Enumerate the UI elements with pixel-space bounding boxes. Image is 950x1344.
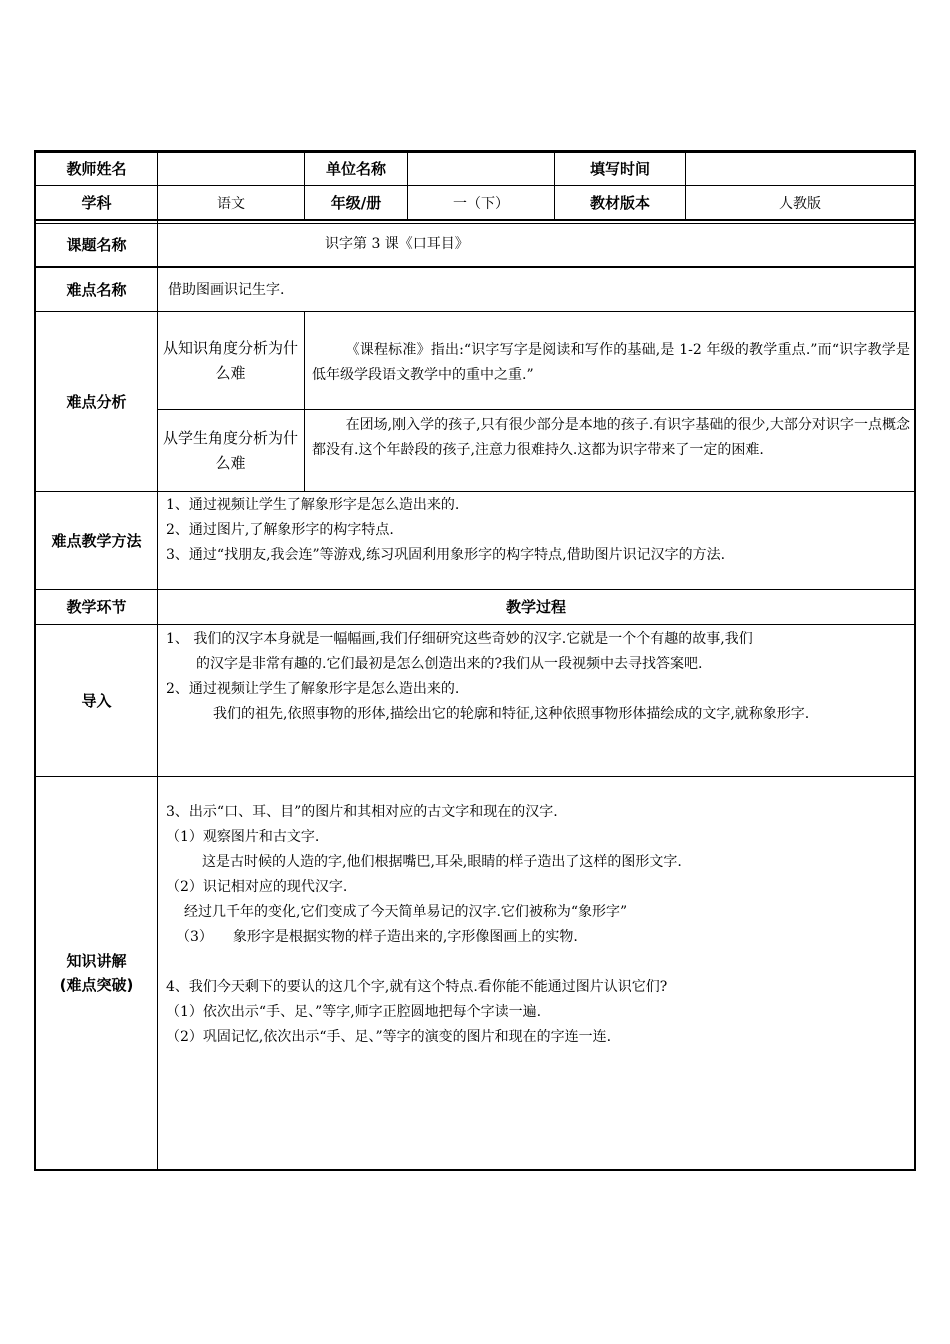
subject-label: 学科 — [81, 193, 112, 212]
knowledge-line-1: 3、出示“口、耳、目”的图片和其相对应的古文字和现在的汉字. — [166, 804, 558, 820]
knowledge-label — [36, 777, 157, 1169]
grade-label: 年级/册 — [330, 193, 382, 212]
knowledge-line-7: 4、我们今天剩下的要认的这几个字,就有这个特点.看你能不能通过图片认识它们? — [166, 979, 668, 995]
fill-date-value[interactable] — [686, 153, 914, 185]
knowledge-line-6-number: （3） — [176, 929, 213, 945]
method-line-1: 1、通过视频让学生了解象形字是怎么造出来的. — [166, 497, 460, 513]
knowledge-angle-text: 《课程标准》指出:“识字写字是阅读和写作的基础,是 1-2 年级的教学重点.”而“识字教学是低年级学段语文教学中的重中之重.” — [312, 342, 910, 383]
process-header: 教学过程 — [505, 598, 566, 616]
stage-header: 教学环节 — [66, 598, 127, 616]
intro-line-2: 的汉字是非常有趣的.它们最初是怎么创造出来的?我们从一段视频中去寻找答案吧. — [196, 656, 703, 672]
knowledge-line-6-text: 象形字是根据实物的样子造出来的,字形像图画上的实物. — [232, 929, 578, 945]
topic-label: 课题名称 — [66, 236, 127, 254]
teaching-method-list — [166, 493, 911, 588]
knowledge-angle-label: 从知识角度分析为什么难 — [163, 338, 299, 382]
knowledge-line-2: （1）观察图片和古文字. — [166, 829, 320, 845]
student-angle-text: 在团场,刚入学的孩子,只有很少部分是本地的孩子.有识字基础的很少,大部分对识字一点概念都没有.这个年龄段的孩子,注意力很难持久.这都为识字带来了一定的困难. — [312, 417, 910, 458]
teacher-name-label: 教师姓名 — [66, 160, 127, 178]
knowledge-content — [166, 800, 911, 1160]
knowledge-label-line-2: (难点突破) — [59, 976, 134, 994]
teacher-name-value[interactable] — [158, 153, 304, 185]
knowledge-line-6 — [166, 925, 911, 950]
method-line-2: 2、通过图片,了解象形字的构字特点. — [166, 522, 394, 538]
knowledge-line-8: （1）依次出示“手、足、”等字,师字正腔圆地把每个字读一遍. — [166, 1004, 542, 1020]
difficulty-analysis-label: 难点分析 — [66, 392, 127, 411]
edition-value: 人教版 — [779, 195, 821, 212]
intro-line-3: 2、通过视频让学生了解象形字是怎么造出来的. — [166, 681, 460, 697]
knowledge-label-line-1: 知识讲解 — [66, 952, 127, 970]
unit-name-label: 单位名称 — [325, 160, 386, 178]
knowledge-line-5: 经过几千年的变化,它们变成了今天简单易记的汉字.它们被称为“象形字” — [184, 904, 628, 920]
intro-content — [166, 627, 911, 775]
topic-value: 识字第 3 课《口耳目》 — [325, 236, 469, 252]
knowledge-line-4: （2）识记相对应的现代汉字. — [166, 879, 348, 895]
knowledge-line-3: 这是古时候的人造的字,他们根据嘴巴,耳朵,眼睛的样子造出了这样的图形文字. — [202, 854, 682, 870]
teaching-method-label: 难点教学方法 — [51, 531, 142, 550]
intro-line-4: 我们的祖先,依照事物的形体,描绘出它的轮廓和特征,这种依照事物形体描绘成的文字,就称象形字. — [213, 706, 810, 722]
student-angle-label: 从学生角度分析为什么难 — [163, 428, 299, 472]
knowledge-line-9: （2）巩固记忆,依次出示“手、足、”等字的演变的图片和现在的字连一连. — [166, 1029, 612, 1045]
unit-name-value[interactable] — [408, 153, 554, 185]
grade-value: 一（下） — [453, 195, 509, 212]
edition-label: 教材版本 — [589, 193, 650, 212]
difficulty-name-value: 借助图画识记生字. — [168, 282, 285, 298]
method-line-3: 3、通过“找朋友,我会连”等游戏,练习巩固利用象形字的构字特点,借助图片识记汉字的方法. — [166, 547, 726, 563]
intro-line-1: 1、 我们的汉字本身就是一幅幅画,我们仔细研究这些奇妙的汉字.它就是一个个有趣的故事,我们 — [166, 631, 753, 647]
difficulty-name-label: 难点名称 — [66, 280, 127, 299]
fill-date-label: 填写时间 — [589, 160, 650, 178]
subject-value: 语文 — [217, 195, 245, 212]
intro-label: 导入 — [81, 691, 112, 710]
